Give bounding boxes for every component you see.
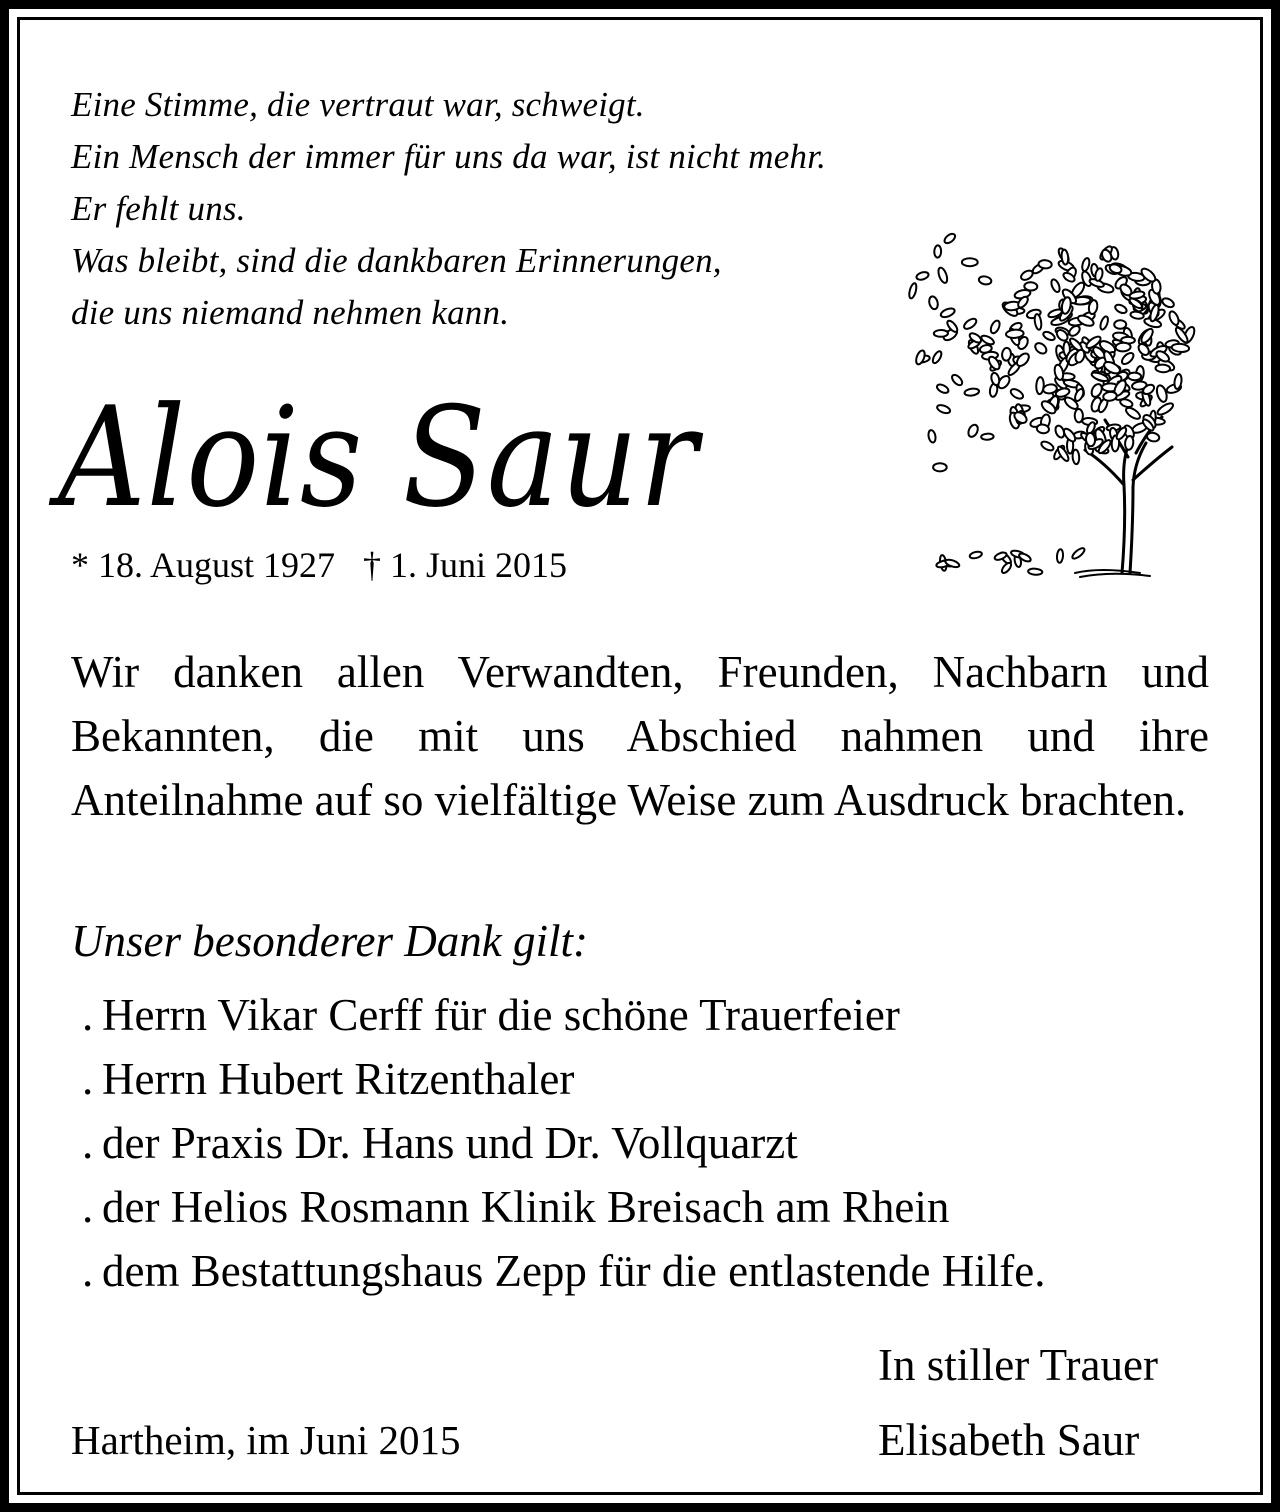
tree-leaf: [1067, 324, 1081, 338]
tree-leaf: [1139, 327, 1155, 345]
tree-leaf: [1171, 343, 1189, 352]
list-item-text: der Praxis Dr. Hans und Dr. Vollquarzt: [102, 1118, 798, 1168]
tree-leaf: [1001, 347, 1011, 361]
tree-leaf: [1120, 351, 1135, 366]
tree-leaf: [934, 330, 948, 337]
list-item: [82, 1047, 1045, 1111]
closing-phrase: In stiller Trauer: [878, 1340, 1158, 1390]
tree-leaf: [940, 307, 956, 319]
tree-leaf: [927, 429, 936, 443]
tree-leaf: [1073, 388, 1085, 402]
tree-leaf: [1072, 449, 1080, 464]
tree-leaf: [989, 319, 1001, 334]
windblown-tree-icon: [900, 195, 1215, 585]
tree-leaf: [1019, 269, 1034, 282]
poem-line: Ein Mensch der immer für uns da war, ist nicht mehr.: [71, 137, 827, 176]
tree-leaf: [1036, 424, 1049, 434]
tree-leaf: [1061, 249, 1069, 265]
tree-leaf: [1056, 549, 1063, 563]
bullet: .: [82, 990, 94, 1040]
tree-leaf: [1156, 401, 1175, 416]
place-and-date: Hartheim, im Juni 2015: [71, 1417, 461, 1463]
tree-leaf: [1075, 409, 1083, 423]
bullet: .: [82, 1118, 94, 1168]
birth-date: * 18. August 1927: [71, 545, 336, 585]
tree-leaf: [987, 355, 1002, 371]
tree-leaf: [1124, 406, 1142, 421]
tree-leaf: [1006, 329, 1024, 338]
special-thanks-list: [82, 983, 1045, 1303]
tree-leaf: [981, 433, 994, 440]
tree-leaf: [1114, 303, 1128, 315]
tree-leaf: [1038, 260, 1052, 269]
tree-leaf: [1028, 568, 1043, 575]
tree-leaf: [1090, 382, 1104, 398]
life-dates: [71, 543, 567, 587]
bullet: .: [82, 1054, 94, 1104]
list-item: [82, 1175, 1045, 1239]
tree-leaf: [1124, 436, 1134, 451]
special-thanks-heading: Unser besonderer Dank gilt:: [71, 916, 588, 966]
list-item: [82, 983, 1045, 1047]
list-item: [82, 1239, 1045, 1303]
tree-leaf: [1128, 372, 1141, 380]
tree-leaf: [1015, 351, 1031, 368]
bullet: .: [82, 1246, 94, 1296]
list-item: [82, 1111, 1045, 1175]
tree-leaf: [1103, 391, 1118, 402]
tree-leaf: [928, 295, 939, 310]
tree-leaf: [969, 551, 982, 560]
poem-line: Was bleibt, sind die dankbaren Erinnerungen,: [71, 241, 722, 280]
tree-leaf: [1115, 342, 1130, 351]
tree-leaf: [1033, 341, 1048, 356]
thanks-paragraph: Wir danken allen Verwandten, Freunden, Nachbarn und Bekannten, die mit uns Abschied nahmen und ihre Anteilnahme auf so vielfältige Weise zum Ausdruck brachten.: [71, 647, 1209, 825]
tree-leaf: [1099, 315, 1110, 330]
tree-leaf: [916, 271, 930, 281]
tree-leaf: [931, 350, 943, 365]
tree-leaf: [943, 232, 957, 245]
tree-leaf: [934, 245, 941, 257]
signer-name: Elisabeth Saur: [878, 1415, 1140, 1465]
tree-leaf: [1155, 384, 1168, 403]
tree-leaf: [1034, 314, 1043, 331]
tree-leaf: [962, 258, 978, 266]
deceased-name: Alois Saur: [58, 377, 699, 538]
tree-leaf: [980, 334, 995, 346]
list-item-text: Herrn Hubert Ritzenthaler: [102, 1054, 575, 1104]
tree-leaf: [1081, 257, 1091, 272]
tree-leaf: [1040, 440, 1055, 452]
tree-leaf: [1042, 330, 1056, 342]
tree-leaf: [908, 282, 918, 299]
list-item-text: dem Bestattungshaus Zepp für die entlastende Hilfe.: [102, 1246, 1046, 1296]
tree-leaf: [1114, 320, 1126, 329]
tree-leaf: [1000, 561, 1012, 574]
tree-leaf: [967, 423, 980, 438]
tree-leaf: [1161, 297, 1175, 309]
tree-leaf: [936, 383, 950, 395]
tree-leaf: [1009, 387, 1024, 400]
tree-leaf: [1062, 427, 1077, 443]
poem-line: die uns niemand nehmen kann.: [71, 293, 510, 332]
tree-leaf: [1085, 432, 1095, 446]
tree-leaf: [1168, 310, 1181, 326]
poem-line: Eine Stimme, die vertraut war, schweigt.: [71, 85, 645, 124]
bullet: .: [82, 1182, 94, 1232]
tree-leaf: [937, 267, 949, 284]
tree-leaf: [1155, 364, 1170, 372]
list-item-text: der Helios Rosmann Klinik Breisach am Rhein: [102, 1182, 950, 1232]
tree-leaf: [1050, 278, 1061, 293]
memorial-poem: [71, 79, 826, 339]
death-date: † 1. Juni 2015: [363, 545, 568, 585]
tree-leaf: [1071, 546, 1086, 560]
tree-leaf: [933, 463, 947, 471]
tree-leaf: [914, 349, 926, 365]
tree-leaf: [936, 403, 951, 414]
tree-leaf: [964, 388, 979, 397]
poem-line: Er fehlt uns.: [71, 189, 246, 228]
tree-leaf: [978, 275, 992, 285]
list-item-text: Herrn Vikar Cerff für die schöne Trauerfeier: [102, 990, 900, 1040]
tree-leaf: [950, 373, 964, 387]
tree-leaf: [1146, 432, 1160, 443]
tree-leaf: [962, 317, 978, 331]
